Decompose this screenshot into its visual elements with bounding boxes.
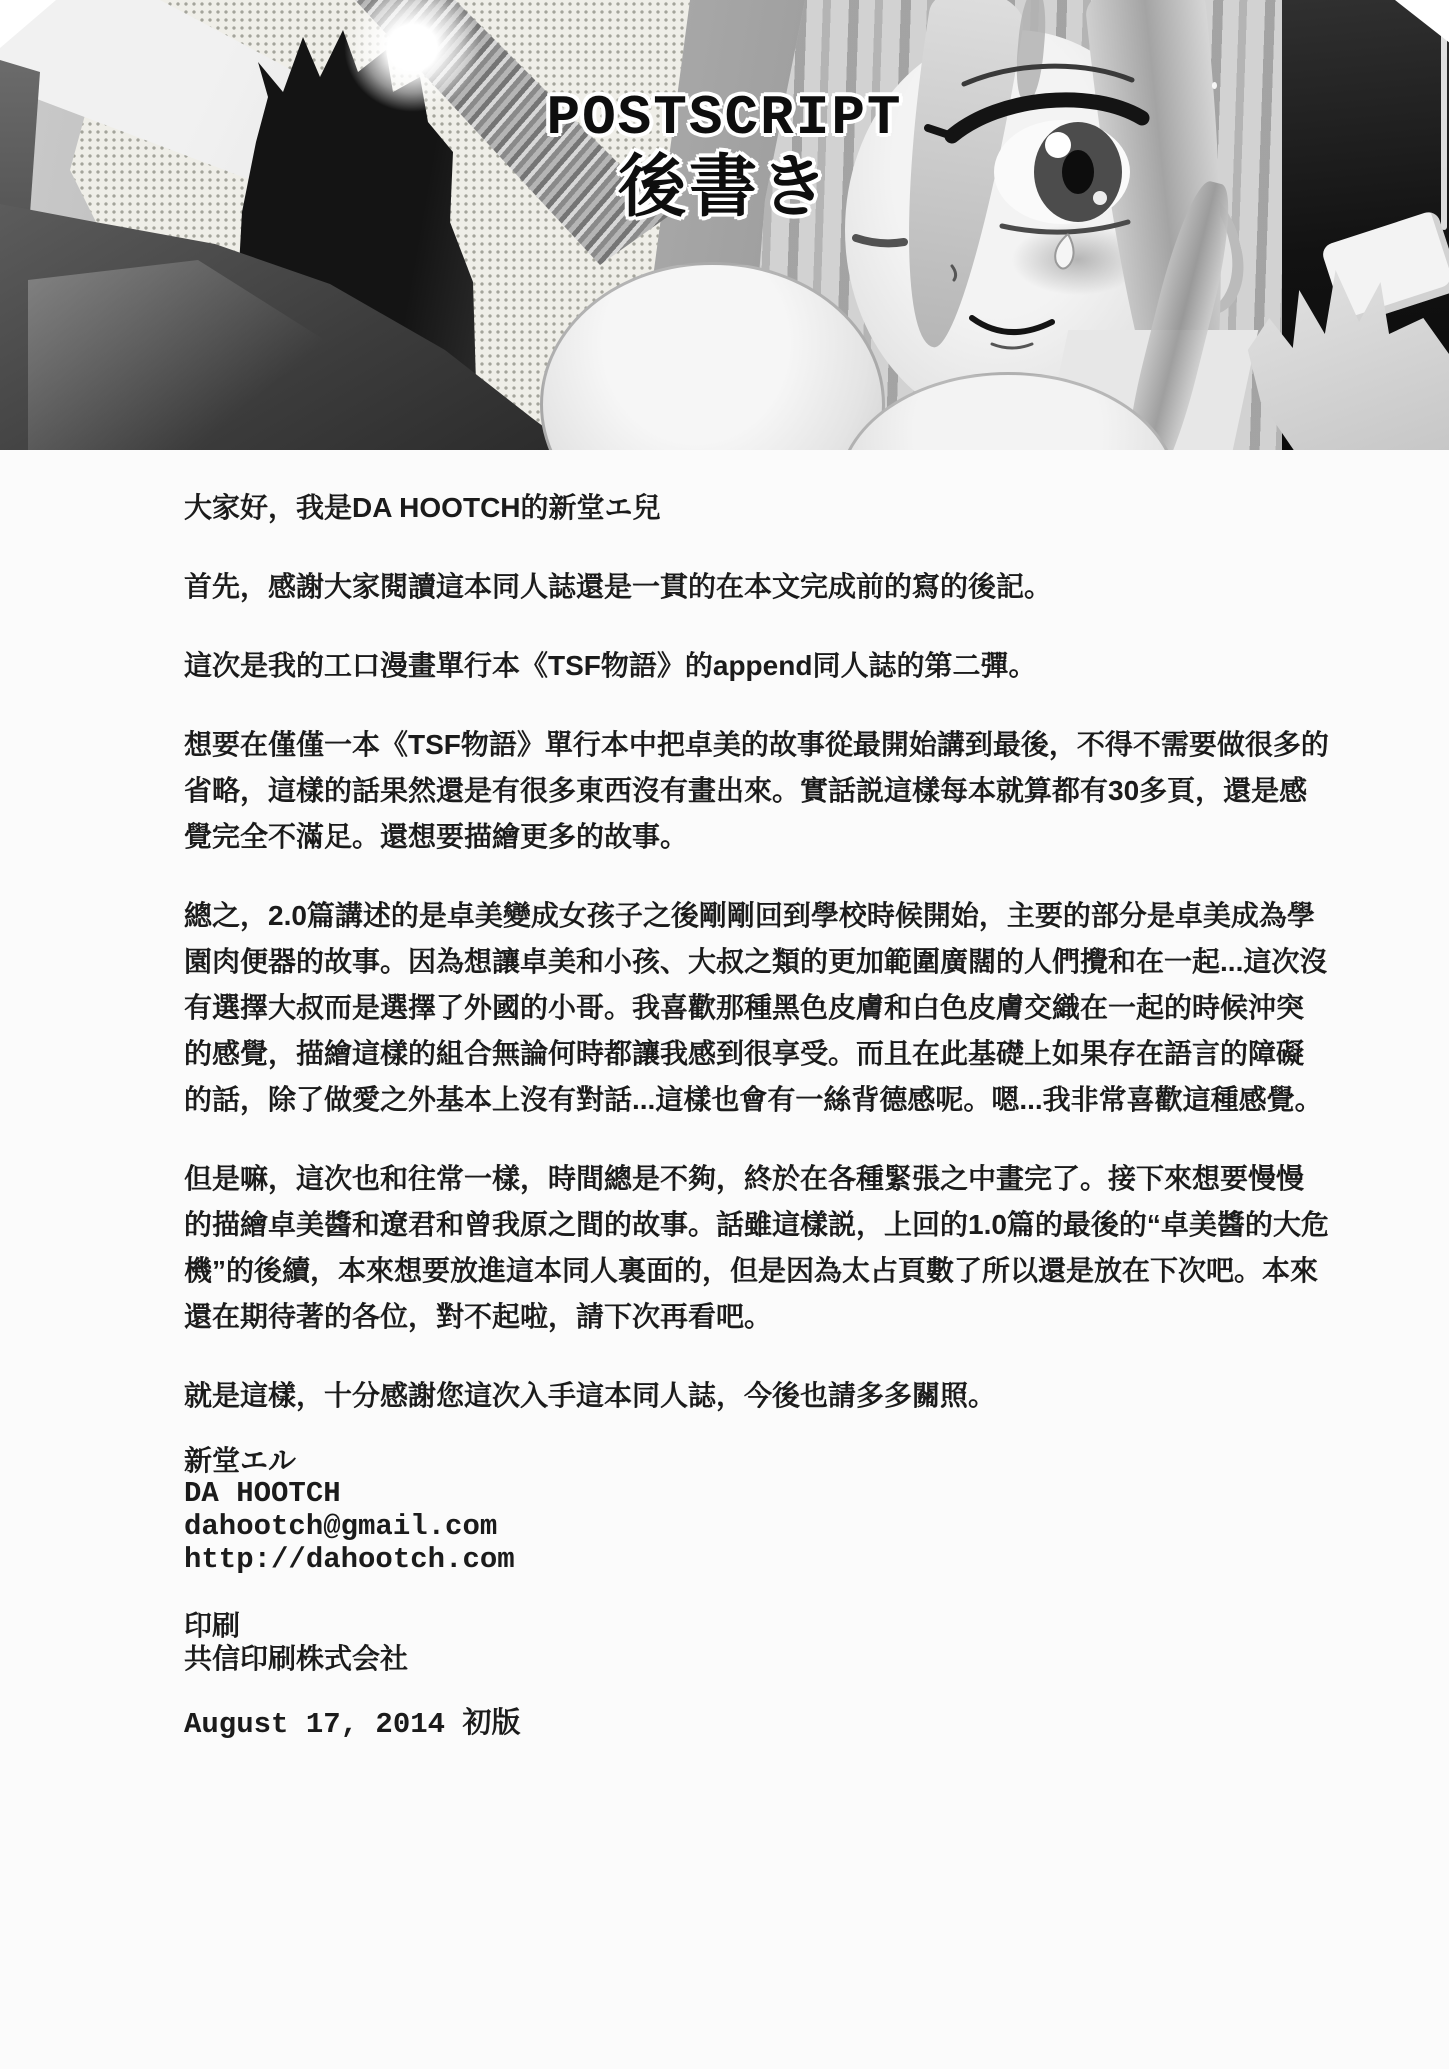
author-name: 新堂エル [184,1445,297,1476]
printer-name: 共信印刷株式会社 [184,1643,409,1674]
edition-date: August 17, 2014 初版 [184,1708,521,1741]
greeting-paragraph: 大家好，我是DA HOOTCH的新堂エ兒 [184,492,661,523]
title-block [0,86,1449,225]
credits-section [184,1444,1331,1741]
eyebrow [964,66,1132,84]
face-features [0,0,1449,450]
thanks-paragraph: 首先，感謝大家閱讀這本同人誌還是一貫的在本文完成前的寫的後記。 [184,571,1053,602]
author-info [184,1444,1331,1576]
header-illustration [0,0,1449,450]
lower-lip-line [992,344,1032,348]
printing-label: 印刷 [184,1610,241,1641]
intro-paragraph: 這次是我的工口漫畫單行本《TSF物語》的append同人誌的第二彈。 [184,650,1037,681]
email-text: dahootch@gmail.com [184,1510,498,1543]
nose-line [952,266,956,280]
schedule-paragraph: 但是嘛，這次也和往常一樣，時間總是不夠，終於在各種緊張之中畫完了。接下來想要慢慢的描繪卓美醬和遼君和曾我原之間的故事。話雖這樣説，上回的1.0篇的最後的“卓美醬的大危機”的後續，本來想要放進這本同人裏面的，但是因為太占頁數了所以還是放在下次吧。本來還在期待著的各位，對不起啦，請下次再看吧。 [184,1163,1329,1332]
tear-drop [1055,234,1073,269]
printer-info [184,1609,1331,1675]
circle-name: DA HOOTCH [184,1477,341,1510]
afterword-text [0,450,1449,1741]
story-omission-paragraph: 想要在僅僅一本《TSF物語》單行本中把卓美的故事從最開始講到最後，不得不需要做很多的省略，這樣的話果然還是有很多東西沒有畫出來。實話説這樣每本就算都有30多頁，還是感覺完全不滿足。還想要描繪更多的故事。 [184,729,1329,852]
smiling-mouth [972,318,1052,332]
hidden-eyelash [856,238,904,243]
website-text: http://dahootch.com [184,1543,515,1576]
story-detail-paragraph: 總之，2.0篇講述的是卓美變成女孩子之後剛剛回到學校時候開始，主要的部分是卓美成為學園肉便器的故事。因為想讓卓美和小孩、大叔之類的更加範圍廣闊的人們攪和在一起...這次沒有選擇大叔而是選擇了外國的小哥。我喜歡那種黑色皮膚和白色皮膚交織在一起的時候沖突的感覺，描繪這樣的組合無論何時都讓我感到很享受。而且在此基礎上如果存在語言的障礙的話，除了做愛之外基本上沒有對話...這樣也會有一絲背德感呢。嗯...我非常喜歡這種感覺。 [184,900,1328,1115]
closing-paragraph: 就是這樣，十分感謝您這次入手這本同人誌，今後也請多多關照。 [184,1380,997,1411]
postscript-title-english: POSTSCRIPT [546,86,903,150]
postscript-title-japanese: 後書き [617,149,831,225]
